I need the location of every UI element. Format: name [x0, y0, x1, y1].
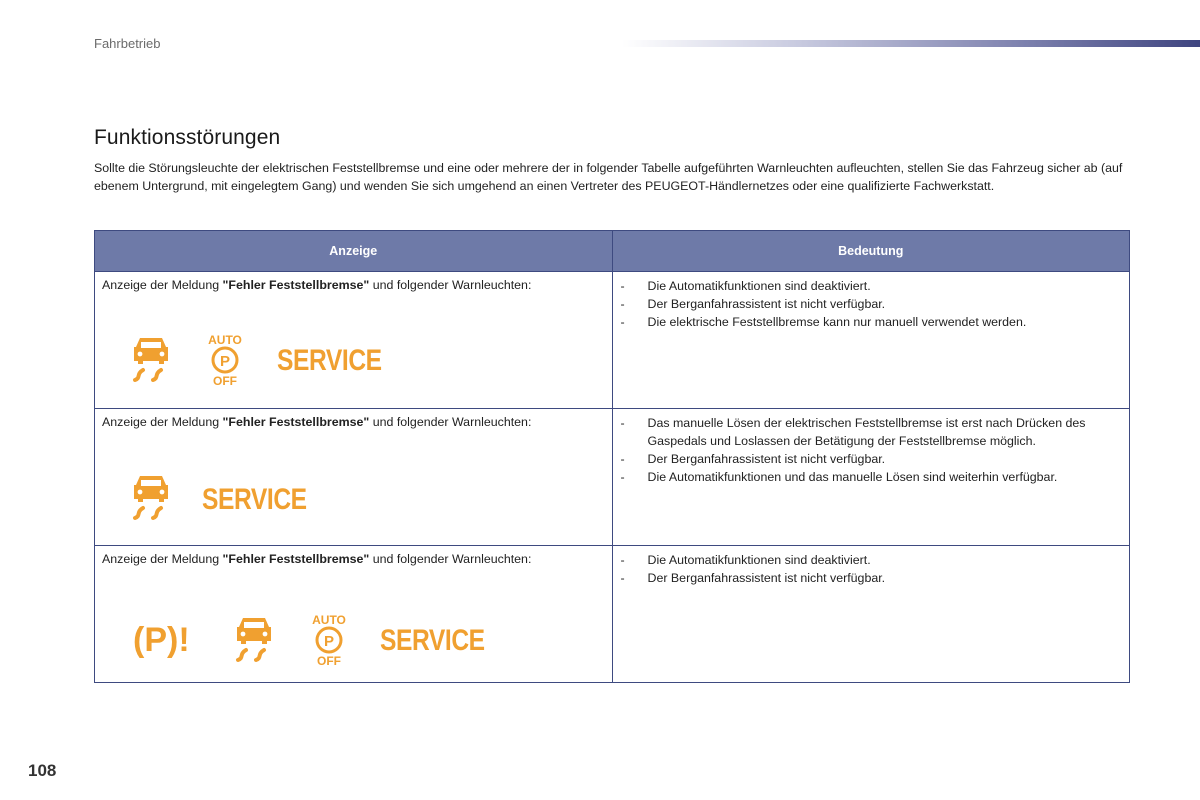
skid-car-icon — [232, 614, 276, 664]
display-text: Anzeige der Meldung "Fehler Feststellbremse" und folgender Warnleuchten: — [102, 278, 532, 292]
display-cell — [95, 272, 613, 409]
auto-p-off-icon — [307, 612, 351, 666]
service-icon: SERVICE — [202, 483, 307, 516]
meaning-list — [621, 414, 1121, 486]
svg-text:P: P — [323, 633, 335, 650]
list-item: - Der Berganfahrassistent ist nicht verfügbar. — [620, 452, 886, 466]
meaning-cell — [612, 546, 1130, 683]
meaning-list — [621, 551, 1121, 587]
page-number: 108 — [28, 761, 57, 780]
service-icon: SERVICE — [277, 344, 382, 377]
list-item: - Die Automatikfunktionen und das manuelle Lösen sind weiterhin verfügbar. — [620, 470, 1058, 484]
fault-table — [94, 230, 1130, 683]
skid-car-icon — [129, 472, 173, 522]
meaning-cell — [612, 272, 1130, 409]
page-title: Funktionsstörungen — [94, 126, 281, 149]
intro-paragraph: Sollte die Störungsleuchte der elektrischen Feststellbremse und eine oder mehrere der in folgender Tabelle aufgeführten Warnleuchten aufleuchten, stellen Sie das Fahrzeug sicher ab (auf ebenem Untergrund, mit eingelegtem Gang) und wenden Sie sich umgehend an einen Vertreter des PEUGEOT-Händlernetzes oder eine qualifizierte Fachwerkstatt. — [94, 161, 1123, 193]
skid-car-icon — [129, 334, 173, 384]
message-name: "Fehler Feststellbremse" — [222, 552, 370, 566]
display-cell — [95, 546, 613, 683]
svg-text:P: P — [219, 353, 231, 370]
header-decoration-bar — [622, 40, 1200, 47]
display-text: Anzeige der Meldung "Fehler Feststellbremse" und folgender Warnleuchten: — [102, 552, 532, 566]
list-item: - Die Automatikfunktionen sind deaktiviert. — [620, 279, 871, 293]
svg-text:OFF: OFF — [317, 654, 341, 666]
table-row — [95, 546, 1130, 683]
table-header-row — [95, 231, 1130, 272]
auto-p-off-icon — [203, 332, 247, 386]
message-name: "Fehler Feststellbremse" — [222, 415, 370, 429]
svg-text:OFF: OFF — [213, 374, 237, 386]
meaning-list — [621, 277, 1121, 331]
message-name: "Fehler Feststellbremse" — [222, 278, 370, 292]
column-header-anzeige: Anzeige — [95, 231, 613, 272]
list-item: - Die elektrische Feststellbremse kann nur manuell verwendet werden. — [620, 315, 1027, 329]
list-item: - Das manuelle Lösen der elektrischen Feststellbremse ist erst nach Drücken des Gaspedals und Loslassen der Betätigung der Feststellbremse möglich. — [620, 416, 1086, 448]
display-text: Anzeige der Meldung "Fehler Feststellbremse" und folgender Warnleuchten: — [102, 415, 532, 429]
table-row — [95, 409, 1130, 546]
list-item: - Der Berganfahrassistent ist nicht verfügbar. — [620, 297, 886, 311]
list-item: - Die Automatikfunktionen sind deaktiviert. — [620, 553, 871, 567]
service-icon: SERVICE — [380, 624, 485, 657]
svg-text:AUTO: AUTO — [208, 333, 242, 347]
table-row — [95, 272, 1130, 409]
column-header-bedeutung: Bedeutung — [612, 231, 1130, 272]
list-item: - Der Berganfahrassistent ist nicht verfügbar. — [620, 571, 886, 585]
display-cell — [95, 409, 613, 546]
parking-brake-fault-icon: (P)! — [133, 621, 190, 659]
meaning-cell — [612, 409, 1130, 546]
section-header: Fahrbetrieb — [94, 36, 161, 51]
svg-text:AUTO: AUTO — [312, 613, 346, 627]
